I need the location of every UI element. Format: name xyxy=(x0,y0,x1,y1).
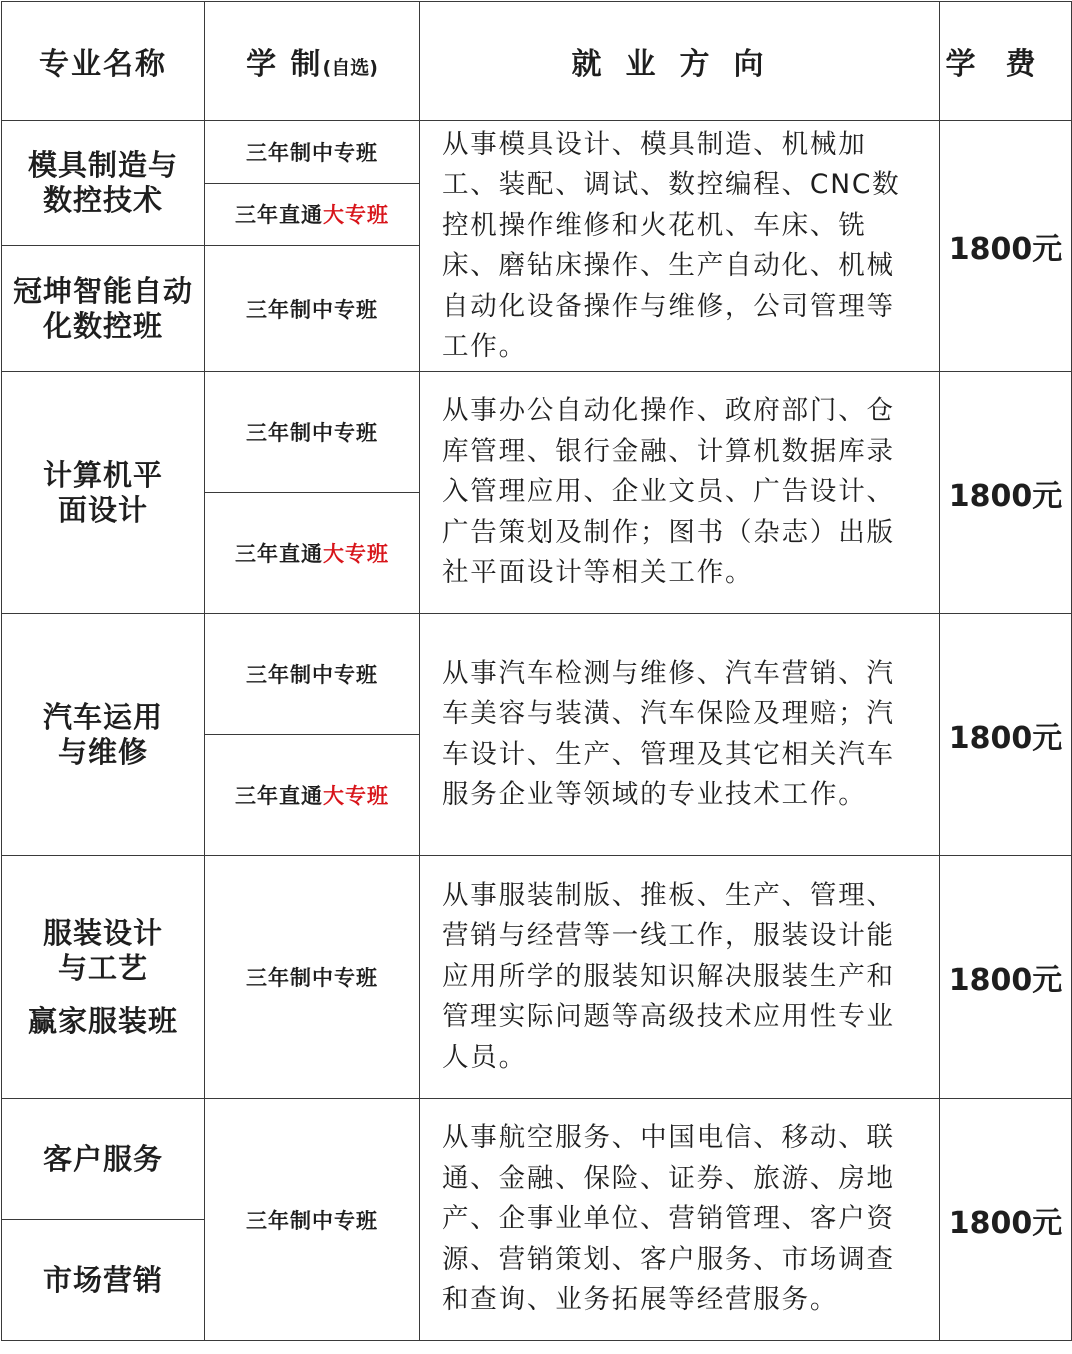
header-system-note: (自选) xyxy=(322,57,378,79)
table-row xyxy=(2,856,1072,1099)
fee-cell: 1800元 xyxy=(940,856,1072,1099)
major-cell: 客户服务 xyxy=(2,1099,205,1220)
program-direct-highlight: 大专班 xyxy=(323,542,389,566)
table-row xyxy=(2,1099,1072,1220)
fee-cell: 1800元 xyxy=(940,1099,1072,1341)
program-cell xyxy=(205,735,420,856)
fee-cell: 1800元 xyxy=(940,372,1072,614)
fee-cell: 1800元 xyxy=(940,614,1072,856)
major-name: 模具制造与数控技术 xyxy=(28,148,179,217)
program-cell xyxy=(205,493,420,614)
major-name: 服装设计与工艺 xyxy=(42,915,163,985)
career-cell: 从事航空服务、中国电信、移动、联通、金融、保险、证券、旅游、房地产、企事业单位、营销管理、客户资源、营销策划、客户服务、市场调查和查询、业务拓展等经营服务。 xyxy=(420,1099,940,1341)
program-cell: 三年制中专班 xyxy=(205,246,420,372)
fee-cell: 1800元 xyxy=(940,121,1072,372)
header-system-label: 学 制 xyxy=(246,47,323,82)
career-cell: 从事汽车检测与维修、汽车营销、汽车美容与装潢、汽车保险及理赔；汽车设计、生产、管理及其它相关汽车服务企业等领域的专业技术工作。 xyxy=(420,614,940,856)
header-row xyxy=(2,2,1072,121)
table-row xyxy=(2,372,1072,493)
major-cell: 市场营销 xyxy=(2,1220,205,1341)
major-cell xyxy=(2,121,205,246)
program-cell: 三年制中专班 xyxy=(205,121,420,184)
program-direct-prefix: 三年直通 xyxy=(235,784,323,808)
major-name: 汽车运用与维修 xyxy=(42,699,163,769)
major-cell xyxy=(2,614,205,856)
program-direct-highlight: 大专班 xyxy=(323,203,389,228)
header-system xyxy=(205,2,420,121)
table-row xyxy=(2,614,1072,735)
program-direct-prefix: 三年直通 xyxy=(235,542,323,566)
program-cell xyxy=(205,183,420,246)
career-cell: 从事模具设计、模具制造、机械加工、装配、调试、数控编程、CNC数控机操作维修和火花机、车床、铣床、磨钻床操作、生产自动化、机械自动化设备操作与维修，公司管理等工作。 xyxy=(420,121,940,372)
header-career: 就业方向 xyxy=(420,2,940,121)
program-direct-highlight: 大专班 xyxy=(323,784,389,808)
career-cell: 从事服装制版、推板、生产、管理、营销与经营等一线工作，服装设计能应用所学的服装知识解决服装生产和管理实际问题等高级技术应用性专业人员。 xyxy=(420,856,940,1099)
major-cell xyxy=(2,856,205,1099)
table-row xyxy=(2,121,1072,184)
major-subname: 赢家服装班 xyxy=(27,1003,178,1038)
program-cell: 三年制中专班 xyxy=(205,372,420,493)
career-cell: 从事办公自动化操作、政府部门、仓库管理、银行金融、计算机数据库录入管理应用、企业文员、广告设计、广告策划及制作；图书（杂志）出版社平面设计等相关工作。 xyxy=(420,372,940,614)
major-name: 计算机平面设计 xyxy=(42,457,163,527)
major-name: 冠坤智能自动化数控班 xyxy=(12,273,193,343)
major-cell xyxy=(2,246,205,372)
majors-table xyxy=(1,1,1072,1341)
program-direct-prefix: 三年直通 xyxy=(235,203,323,228)
header-fee: 学费 xyxy=(940,2,1072,121)
major-cell xyxy=(2,372,205,614)
program-cell: 三年制中专班 xyxy=(205,856,420,1099)
program-cell: 三年制中专班 xyxy=(205,614,420,735)
program-cell: 三年制中专班 xyxy=(205,1099,420,1341)
header-major: 专业名称 xyxy=(2,2,205,121)
